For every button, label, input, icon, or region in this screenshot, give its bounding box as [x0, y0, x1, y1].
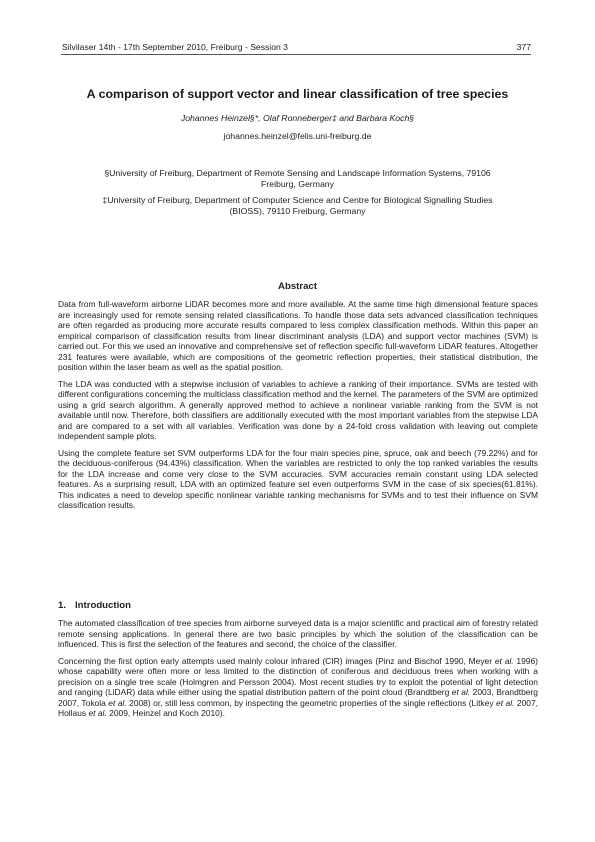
section-heading-introduction: [58, 600, 131, 612]
et-al-italic: et al.: [496, 697, 515, 708]
introduction-paragraph: The automated classification of tree species from airborne surveyed data is a major scientific and practical aim of forestry related remote sensing applications. In general there are two basic principles by which the solution of the classification can be influenced. This is first the selection of the features and second, the choice of the classifier.: [58, 618, 538, 649]
text-run: 2007, Hollaus: [58, 697, 538, 718]
et-al-italic: et al.: [494, 655, 514, 666]
author-email: johannes.heinzel@felis.uni-freiburg.de: [223, 131, 372, 141]
et-al-italic: et al.: [451, 687, 471, 697]
text-run: 1996) whose capability were often more or less limited to the distinction of coniferous and deciduous trees when working with a precision on a single tree scale (Holmgren and Persson 2004). Most recent studies try to exploit the potential of light detection and ranging (LiDAR) data while either using the spatial distribution pattern of the point cloud (Brandtberg: [58, 655, 538, 697]
section-number: 1.: [58, 600, 67, 611]
affiliation-1-line1: §University of Freiburg, Department of Remote Sensing and Landscape Information Systems, 79106: [104, 168, 491, 178]
affiliation-2-line1: ‡University of Freiburg, Department of Computer Science and Centre for Biological Signalling Studies: [102, 195, 493, 205]
abstract-heading: Abstract: [278, 281, 317, 292]
text-run: 2008) or, still less common, by inspecting the geometric properties of the single reflections (Litkey: [126, 697, 497, 708]
abstract-paragraph: Using the complete feature set SVM outperforms LDA for the four main species pine, spruce, oak and beech (79.22%) and for the deciduous-coniferous (94.43%) classification. When the variables are restricted to only the top ranked variables the results for the LDA increase and come very close to the SVM accuracies. SVM accuracies remain constant using LDA selected features. As a surprising result, LDA with an optimized feature set even outperforms SVM in the case of six species(61.81%). This indicates a need to develop specific nonlinear variable ranking mechanisms for SVMs and to test their influence on SVM classification results.: [58, 447, 538, 510]
affiliation-1: [60, 168, 535, 190]
affiliation-2: [60, 195, 535, 217]
text-run: 2009, Heinzel and Koch 2010).: [106, 708, 225, 718]
introduction-paragraph: [58, 656, 538, 719]
abstract-paragraph: The LDA was conducted with a stepwise inclusion of variables to achieve a ranking of their importance. SVMs are tested with different configurations concerning the multiclass classification method and the kernel. The parameters of the SVM are optimized using a grid search algorithm. A generally approved method to achieve a nonlinear variable ranking from the SVM is not available until now. Therefore, both classifiers are additionally executed with the most important variables from the stepwise LDA and are compared to a set with all variables. Verification was done by a 24-fold cross validation with leaving out complete independent sample plots.: [58, 378, 538, 441]
text-run: Concerning the first option early attempts used mainly colour infrared (CIR) images (Pinz and Bischof 1990, Meyer: [58, 655, 495, 666]
paper-title: A comparison of support vector and linear classification of tree species: [86, 87, 509, 101]
page-number: 377: [516, 42, 531, 52]
running-header: [61, 42, 531, 55]
section-title: Introduction: [75, 600, 131, 611]
text-run: 2003, Brandtberg 2007, Tokola: [58, 687, 539, 708]
introduction-body: [58, 618, 538, 725]
abstract-body: [58, 299, 538, 517]
affiliation-1-line2: Freiburg, Germany: [261, 179, 334, 189]
et-al-italic: et al.: [88, 708, 107, 718]
affiliation-2-line2: (BIOSS), 79110 Freiburg, Germany: [229, 206, 366, 216]
author-list: Johannes Heinzel§*, Olaf Ronneberger‡ and Barbara Koch§: [180, 113, 415, 123]
running-title: Silvilaser 14th - 17th September 2010, Freiburg - Session 3: [62, 42, 288, 52]
et-al-italic: et al.: [108, 697, 127, 708]
abstract-paragraph: Data from full-waveform airborne LiDAR becomes more and more available. At the same time high dimensional feature spaces are increasingly used for remote sensing related classifications. To handle those data sets advanced classification techniques are often regarded as producing more accurate results compared to less complex classification methods. Within this paper an empirical comparison of classification results from linear discriminant analysis (LDA) and support vector machines (SVM) is carried out. For this we used an innovative and comprehensive set of reflection specific full-waveform LiDAR features. Altogether 231 features were available, which are compositions of the geometric reflection properties, their statistical distribution, the position within the laser beam as well as the spatial position.: [58, 299, 538, 372]
